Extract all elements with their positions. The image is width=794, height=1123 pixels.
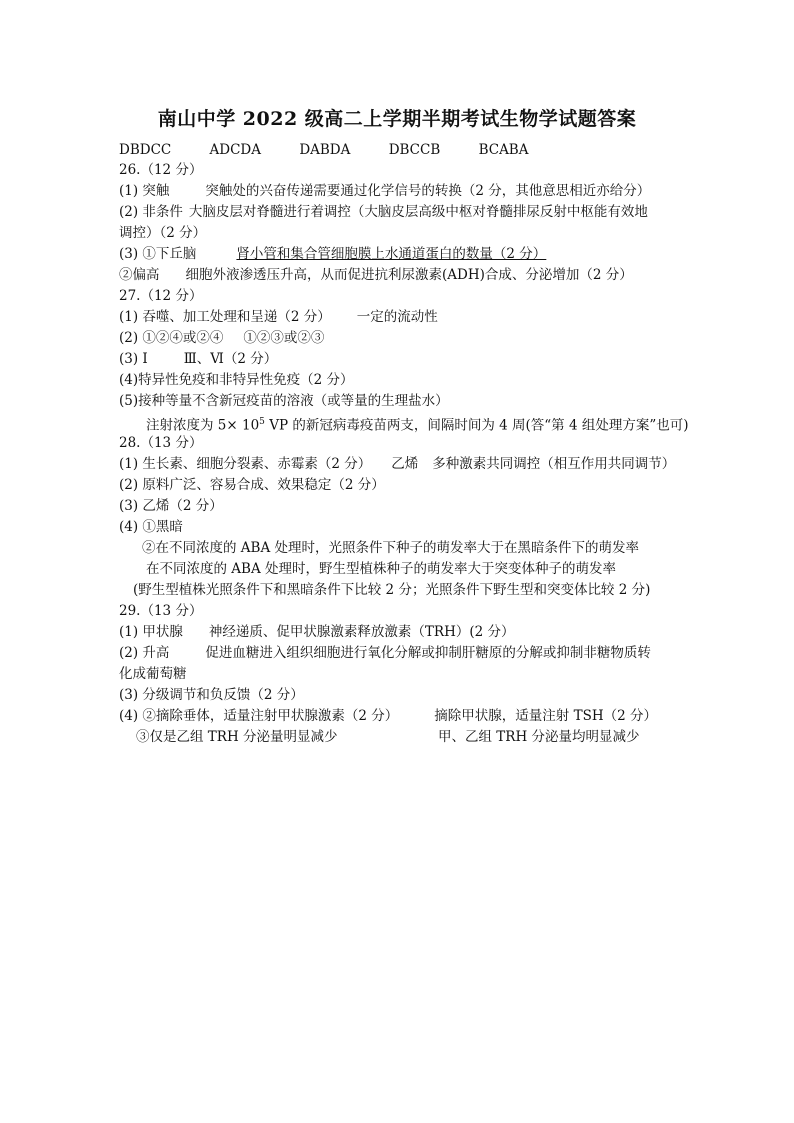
- mc-answer-group: BCABA: [478, 142, 529, 158]
- q29-line-3: (3) 分级调节和负反馈（2 分）: [119, 687, 304, 703]
- q27-line-5: (5)接种等量不含新冠疫苗的溶液（或等量的生理盐水）: [119, 393, 449, 409]
- answer-text: ②偏高: [119, 267, 160, 283]
- q28-line-7: (野生型植株光照条件下和黑暗条件下比较 2 分；光照条件下野生型和突变体比较 2 分): [133, 582, 651, 598]
- q26-line-4: [119, 266, 633, 284]
- answer-text: 肾小管和集合管细胞膜上水通道蛋白的数量（2 分）: [236, 246, 547, 262]
- answer-text: (1) 突触: [119, 183, 170, 199]
- q29-line-2: [119, 644, 651, 662]
- q27-line-1: [119, 308, 438, 326]
- q27-line-2: [119, 329, 324, 347]
- answer-text: 促进血糖进入组织细胞进行氧化分解或抑制肝糖原的分解或抑制非糖物质转: [205, 645, 651, 661]
- answer-text: (2) ①②④或②④: [119, 330, 224, 346]
- answer-text: (3) Ⅰ: [119, 351, 148, 367]
- q26-line-2-cont: 调控）（2 分）: [119, 225, 207, 241]
- q26-line-2: [119, 203, 648, 221]
- q28-line-3: (3) 乙烯（2 分）: [119, 498, 223, 514]
- q27-line-6: [146, 413, 689, 435]
- answer-text: 细胞外液渗透压升高，从而促进抗利尿激素(ADH)合成、分泌增加（2 分）: [185, 267, 633, 283]
- answer-text: (1) 生长素、细胞分裂素、赤霉素（2 分）: [119, 456, 372, 472]
- answer-text: 多种激素共同调控（相互作用共同调节）: [432, 456, 676, 472]
- q28-line-4: (4) ①黑暗: [119, 519, 183, 535]
- answer-text: (4) ②摘除垂体，适量注射甲状腺激素（2 分）: [119, 708, 399, 724]
- q29-line-1: [119, 623, 515, 641]
- mc-answer-group: ADCDA: [209, 142, 262, 158]
- answer-text: ③仅是乙组 TRH 分泌量明显减少: [136, 729, 338, 745]
- answer-text: 大脑皮层对脊髓进行着调控（大脑皮层高级中枢对脊髓排尿反射中枢能有效地: [188, 204, 648, 220]
- answer-text: ①②③或②③: [243, 330, 325, 346]
- answer-text: 注射浓度为 5× 10: [146, 417, 260, 434]
- exponent: 5: [259, 417, 265, 427]
- q28-line-5: ②在不同浓度的 ABA 处理时，光照条件下种子的萌发率大于在黑暗条件下的萌发率: [142, 540, 640, 556]
- answer-text: 摘除甲状腺，适量注射 TSH（2 分）: [434, 708, 657, 724]
- mc-answer-group: DBCCB: [388, 142, 441, 158]
- q29-line-2-cont: 化成葡萄糖: [119, 666, 187, 682]
- answer-text: VP 的新冠病毒疫苗两支，间隔时间为 4 周(答“第 4 组处理方案”也可): [264, 417, 689, 434]
- q28-line-6: 在不同浓度的 ABA 处理时，野生型植株种子的萌发率大于突变体种子的萌发率: [146, 561, 617, 577]
- answer-text: (2) 升高: [119, 645, 170, 661]
- answer-text: (1) 甲状腺: [119, 624, 183, 640]
- answer-text: 一定的流动性: [356, 309, 438, 325]
- q29-header: 29.（13 分）: [119, 603, 203, 619]
- answer-text: 神经递质、促甲状腺激素释放激素（TRH）(2 分）: [208, 624, 515, 640]
- answer-text: 乙烯: [391, 456, 419, 472]
- q26-header: 26.（12 分）: [119, 162, 203, 178]
- q26-line-1: [119, 182, 650, 200]
- answer-text: Ⅲ、Ⅵ（2 分）: [183, 351, 278, 367]
- q26-line-3: [119, 245, 546, 263]
- q28-line-2: (2) 原料广泛、容易合成、效果稳定（2 分）: [119, 477, 385, 493]
- q29-line-4: [119, 707, 657, 725]
- q27-header: 27.（12 分）: [119, 288, 203, 304]
- answer-text: 突触处的兴奋传递需要通过化学信号的转换（2 分，其他意思相近亦给分）: [205, 183, 651, 199]
- q27-line-3: [119, 350, 277, 368]
- mc-answer-group: DABDA: [299, 142, 351, 158]
- multiple-choice-answers: [119, 141, 562, 159]
- answer-text: (1) 吞噬、加工处理和呈递（2 分）: [119, 309, 331, 325]
- q29-line-5: [136, 728, 640, 746]
- q28-line-1: [119, 455, 675, 473]
- page-title: 南山中学 2022 级高二上学期半期考试生物学试题答案: [157, 108, 637, 130]
- answer-text: 甲、乙组 TRH 分泌量均明显减少: [438, 729, 640, 745]
- q28-header: 28.（13 分）: [119, 435, 203, 451]
- mc-answer-group: DBDCC: [119, 142, 172, 158]
- answer-text: (2) 非条件: [119, 204, 183, 220]
- answer-text: (3) ①下丘脑: [119, 246, 197, 262]
- q27-line-4: (4)特异性免疫和非特异性免疫（2 分）: [119, 372, 354, 388]
